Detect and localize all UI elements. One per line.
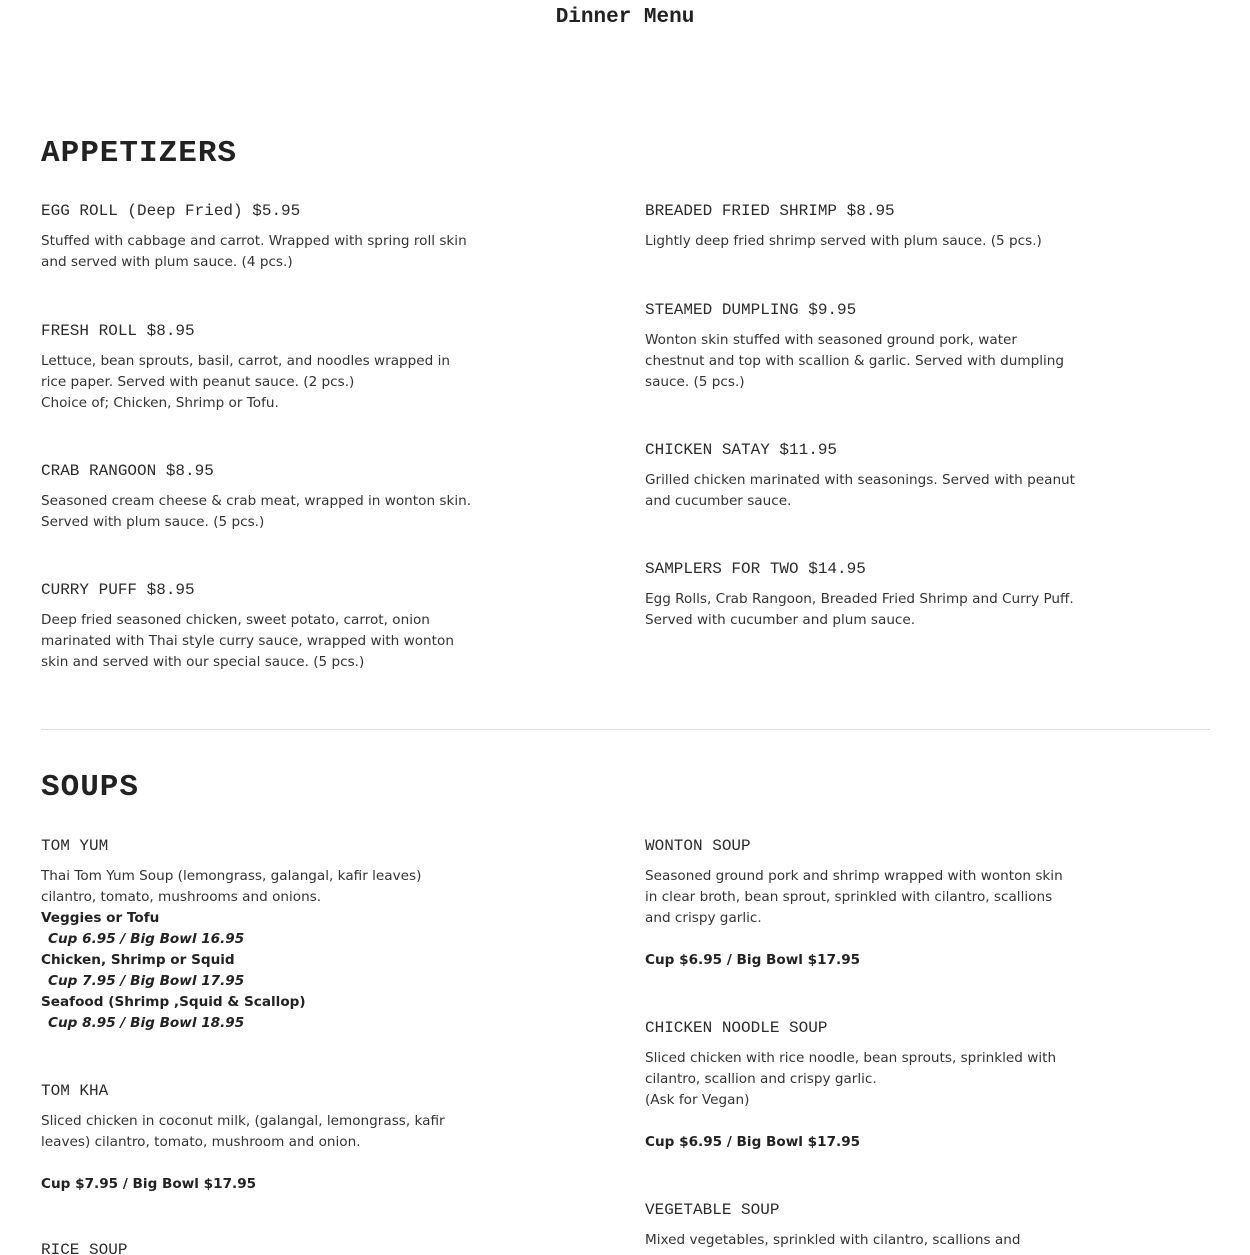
item-description-line: marinated with Thai style curry sauce, wrapped with wonton [41, 633, 454, 649]
item-description-line: and crispy garlic. [645, 910, 762, 926]
item-description-line: Egg Rolls, Crab Rangoon, Breaded Fried Shrimp and Curry Puff. [645, 591, 1074, 607]
item-name: TOM KHA [41, 1082, 109, 1100]
item-description-line: Lightly deep fried shrimp served with plum sauce. (5 pcs.) [645, 233, 1042, 249]
item-description-line: leaves) cilantro, tomato, mushroom and onion. [41, 1134, 361, 1150]
item-name: BREADED FRIED SHRIMP $8.95 [645, 202, 895, 220]
option-label: Seafood (Shrimp ,Squid & Scallop) [41, 994, 306, 1010]
item-price: Cup $6.95 / Big Bowl $17.95 [645, 1134, 861, 1150]
item-description-line: Choice of; Chicken, Shrimp or Tofu. [41, 395, 279, 411]
item-description-line: and cucumber sauce. [645, 493, 792, 509]
option-price: Cup 8.95 / Big Bowl 18.95 [48, 1015, 245, 1031]
item-description-line: sauce. (5 pcs.) [645, 374, 745, 390]
item-description-line: Grilled chicken marinated with seasonings. Served with peanut [645, 472, 1076, 488]
option-price: Cup 7.95 / Big Bowl 17.95 [48, 973, 245, 989]
option-label: Chicken, Shrimp or Squid [41, 952, 235, 968]
menu-item-fresh-roll [41, 321, 461, 414]
item-name: CURRY PUFF $8.95 [41, 581, 195, 599]
appetizers-heading: APPETIZERS [41, 136, 238, 171]
menu-item-wonton-soup [645, 836, 1065, 971]
item-name: CHICKEN SATAY $11.95 [645, 441, 838, 459]
item-description-line: Wonton skin stuffed with seasoned ground pork, water [645, 332, 1017, 348]
menu-item-breaded-fried-shrimp [645, 201, 1065, 252]
item-name: STEAMED DUMPLING $9.95 [645, 301, 857, 319]
soups-heading: SOUPS [41, 770, 140, 805]
item-name: SAMPLERS FOR TWO $14.95 [645, 560, 866, 578]
menu-item-vegetable-soup [645, 1200, 1065, 1251]
item-name: VEGETABLE SOUP [645, 1201, 780, 1219]
item-description-line: chestnut and top with scallion & garlic. Served with dumpling [645, 353, 1065, 369]
item-description-line: Served with cucumber and plum sauce. [645, 612, 916, 628]
item-name: FRESH ROLL $8.95 [41, 322, 195, 340]
item-description-line: and served with plum sauce. (4 pcs.) [41, 254, 293, 270]
page-title: Dinner Menu [555, 6, 695, 29]
item-name: TOM YUM [41, 837, 109, 855]
item-description-line: cilantro, tomato, mushrooms and onions. [41, 889, 322, 905]
item-name: CHICKEN NOODLE SOUP [645, 1019, 828, 1037]
item-description-line: Stuffed with cabbage and carrot. Wrapped with spring roll skin [41, 233, 467, 249]
menu-item-egg-roll [41, 201, 467, 273]
item-description-line: Seasoned cream cheese & crab meat, wrapped in wonton skin. [41, 493, 472, 509]
item-description-line: Thai Tom Yum Soup (lemongrass, galangal, kafir leaves) [41, 868, 422, 884]
item-description-line: Deep fried seasoned chicken, sweet potato, carrot, onion [41, 612, 430, 628]
menu-item-chicken-satay [645, 440, 1076, 512]
menu-item-samplers-for-two [645, 559, 1074, 631]
spacer [645, 929, 1065, 950]
item-description-line: cilantro, scallion and crispy garlic. [645, 1071, 877, 1087]
item-description-line: Lettuce, bean sprouts, basil, carrot, and noodles wrapped in [41, 353, 450, 369]
menu-item-steamed-dumpling [645, 300, 1065, 393]
menu-item-crab-rangoon [41, 461, 472, 533]
menu-item-rice-soup [41, 1240, 461, 1255]
option-price: Cup 6.95 / Big Bowl 16.95 [48, 931, 245, 947]
section-divider [41, 729, 1210, 730]
option-label: Veggies or Tofu [41, 910, 160, 926]
item-description-line: Served with plum sauce. (5 pcs.) [41, 514, 265, 530]
menu-item-tom-kha [41, 1081, 461, 1195]
spacer [41, 1153, 461, 1174]
item-price: Cup $7.95 / Big Bowl $17.95 [41, 1176, 257, 1192]
item-description-line: Seasoned ground pork and shrimp wrapped with wonton skin [645, 868, 1063, 884]
menu-item-chicken-noodle-soup [645, 1018, 1065, 1153]
item-description-line: in clear broth, bean sprout, sprinkled with cilantro, scallions [645, 889, 1053, 905]
item-name: WONTON SOUP [645, 837, 751, 855]
menu-item-curry-puff [41, 580, 461, 673]
item-description-line: Sliced chicken with rice noodle, bean sprouts, sprinkled with [645, 1050, 1057, 1066]
menu-item-tom-yum [41, 836, 461, 1034]
item-price: Cup $6.95 / Big Bowl $17.95 [645, 952, 861, 968]
item-description-line: skin and served with our special sauce. (5 pcs.) [41, 654, 365, 670]
item-description-line: Sliced chicken in coconut milk, (galangal, lemongrass, kafir [41, 1113, 445, 1129]
item-name: RICE SOUP [41, 1241, 128, 1255]
item-name: EGG ROLL (Deep Fried) $5.95 [41, 202, 301, 220]
spacer [645, 1111, 1065, 1132]
item-name: CRAB RANGOON $8.95 [41, 462, 214, 480]
item-description-line: (Ask for Vegan) [645, 1092, 750, 1108]
item-description-line: rice paper. Served with peanut sauce. (2 pcs.) [41, 374, 355, 390]
item-description-line: Mixed vegetables, sprinkled with cilantro, scallions and [645, 1232, 1021, 1248]
